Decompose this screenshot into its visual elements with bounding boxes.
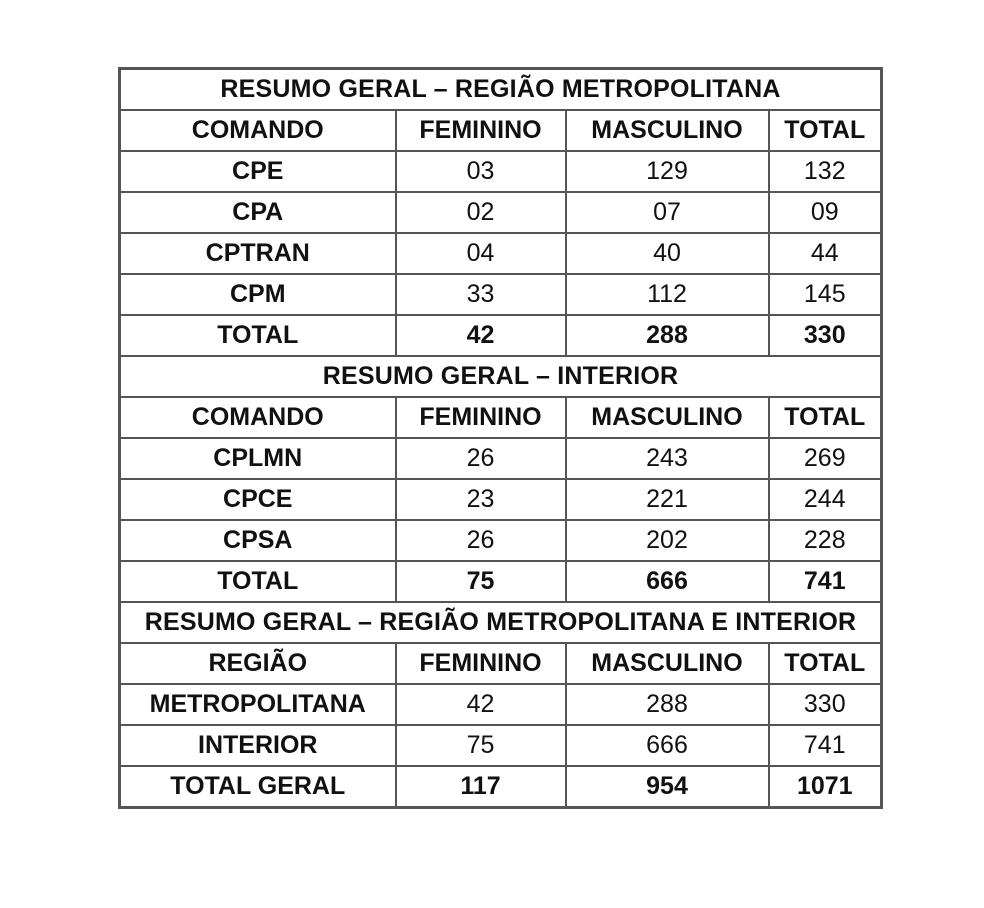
summary-table-body	[120, 69, 882, 808]
total-row	[120, 561, 882, 602]
table-row	[120, 192, 882, 233]
column-header: TOTAL	[769, 397, 882, 438]
column-header: FEMININO	[396, 397, 566, 438]
row-label: CPSA	[120, 520, 396, 561]
total-cell: 666	[566, 561, 769, 602]
column-header: TOTAL	[769, 110, 882, 151]
section-title-row	[120, 356, 882, 397]
table-cell: 112	[566, 274, 769, 315]
section-title: RESUMO GERAL – INTERIOR	[120, 356, 882, 397]
summary-table	[118, 67, 883, 809]
total-cell: 75	[396, 561, 566, 602]
table-row	[120, 684, 882, 725]
table-cell: 07	[566, 192, 769, 233]
column-header-row	[120, 110, 882, 151]
row-label: CPCE	[120, 479, 396, 520]
row-label: CPTRAN	[120, 233, 396, 274]
column-header: MASCULINO	[566, 397, 769, 438]
column-header: FEMININO	[396, 110, 566, 151]
table-cell: 03	[396, 151, 566, 192]
section-title: RESUMO GERAL – REGIÃO METROPOLITANA	[120, 69, 882, 111]
section-title-row	[120, 602, 882, 643]
table-cell: 04	[396, 233, 566, 274]
table-row	[120, 520, 882, 561]
table-cell: 02	[396, 192, 566, 233]
table-cell: 132	[769, 151, 882, 192]
table-cell: 244	[769, 479, 882, 520]
total-cell: 288	[566, 315, 769, 356]
row-label: CPLMN	[120, 438, 396, 479]
table-cell: 243	[566, 438, 769, 479]
table-cell: 741	[769, 725, 882, 766]
table-cell: 44	[769, 233, 882, 274]
row-label: CPE	[120, 151, 396, 192]
row-label: CPM	[120, 274, 396, 315]
total-cell: 330	[769, 315, 882, 356]
table-cell: 33	[396, 274, 566, 315]
row-label: INTERIOR	[120, 725, 396, 766]
column-header: TOTAL	[769, 643, 882, 684]
table-cell: 26	[396, 520, 566, 561]
column-header: REGIÃO	[120, 643, 396, 684]
row-label: CPA	[120, 192, 396, 233]
table-cell: 330	[769, 684, 882, 725]
table-cell: 40	[566, 233, 769, 274]
total-label: TOTAL GERAL	[120, 766, 396, 808]
table-cell: 202	[566, 520, 769, 561]
table-cell: 42	[396, 684, 566, 725]
table-cell: 221	[566, 479, 769, 520]
column-header-row	[120, 397, 882, 438]
table-row	[120, 725, 882, 766]
table-cell: 145	[769, 274, 882, 315]
table-row	[120, 479, 882, 520]
table-cell: 26	[396, 438, 566, 479]
total-row	[120, 766, 882, 808]
row-label: METROPOLITANA	[120, 684, 396, 725]
section-title: RESUMO GERAL – REGIÃO METROPOLITANA E INTERIOR	[120, 602, 882, 643]
table-row	[120, 438, 882, 479]
table-cell: 228	[769, 520, 882, 561]
column-header: MASCULINO	[566, 643, 769, 684]
table-cell: 269	[769, 438, 882, 479]
total-label: TOTAL	[120, 315, 396, 356]
table-cell: 75	[396, 725, 566, 766]
table-cell: 09	[769, 192, 882, 233]
column-header: COMANDO	[120, 397, 396, 438]
table-cell: 129	[566, 151, 769, 192]
column-header: FEMININO	[396, 643, 566, 684]
total-cell: 954	[566, 766, 769, 808]
total-cell: 117	[396, 766, 566, 808]
total-cell: 42	[396, 315, 566, 356]
column-header-row	[120, 643, 882, 684]
total-label: TOTAL	[120, 561, 396, 602]
table-cell: 288	[566, 684, 769, 725]
table-row	[120, 151, 882, 192]
total-cell: 741	[769, 561, 882, 602]
table-row	[120, 274, 882, 315]
table-cell: 23	[396, 479, 566, 520]
total-cell: 1071	[769, 766, 882, 808]
table-cell: 666	[566, 725, 769, 766]
total-row	[120, 315, 882, 356]
table-row	[120, 233, 882, 274]
column-header: MASCULINO	[566, 110, 769, 151]
section-title-row	[120, 69, 882, 111]
column-header: COMANDO	[120, 110, 396, 151]
